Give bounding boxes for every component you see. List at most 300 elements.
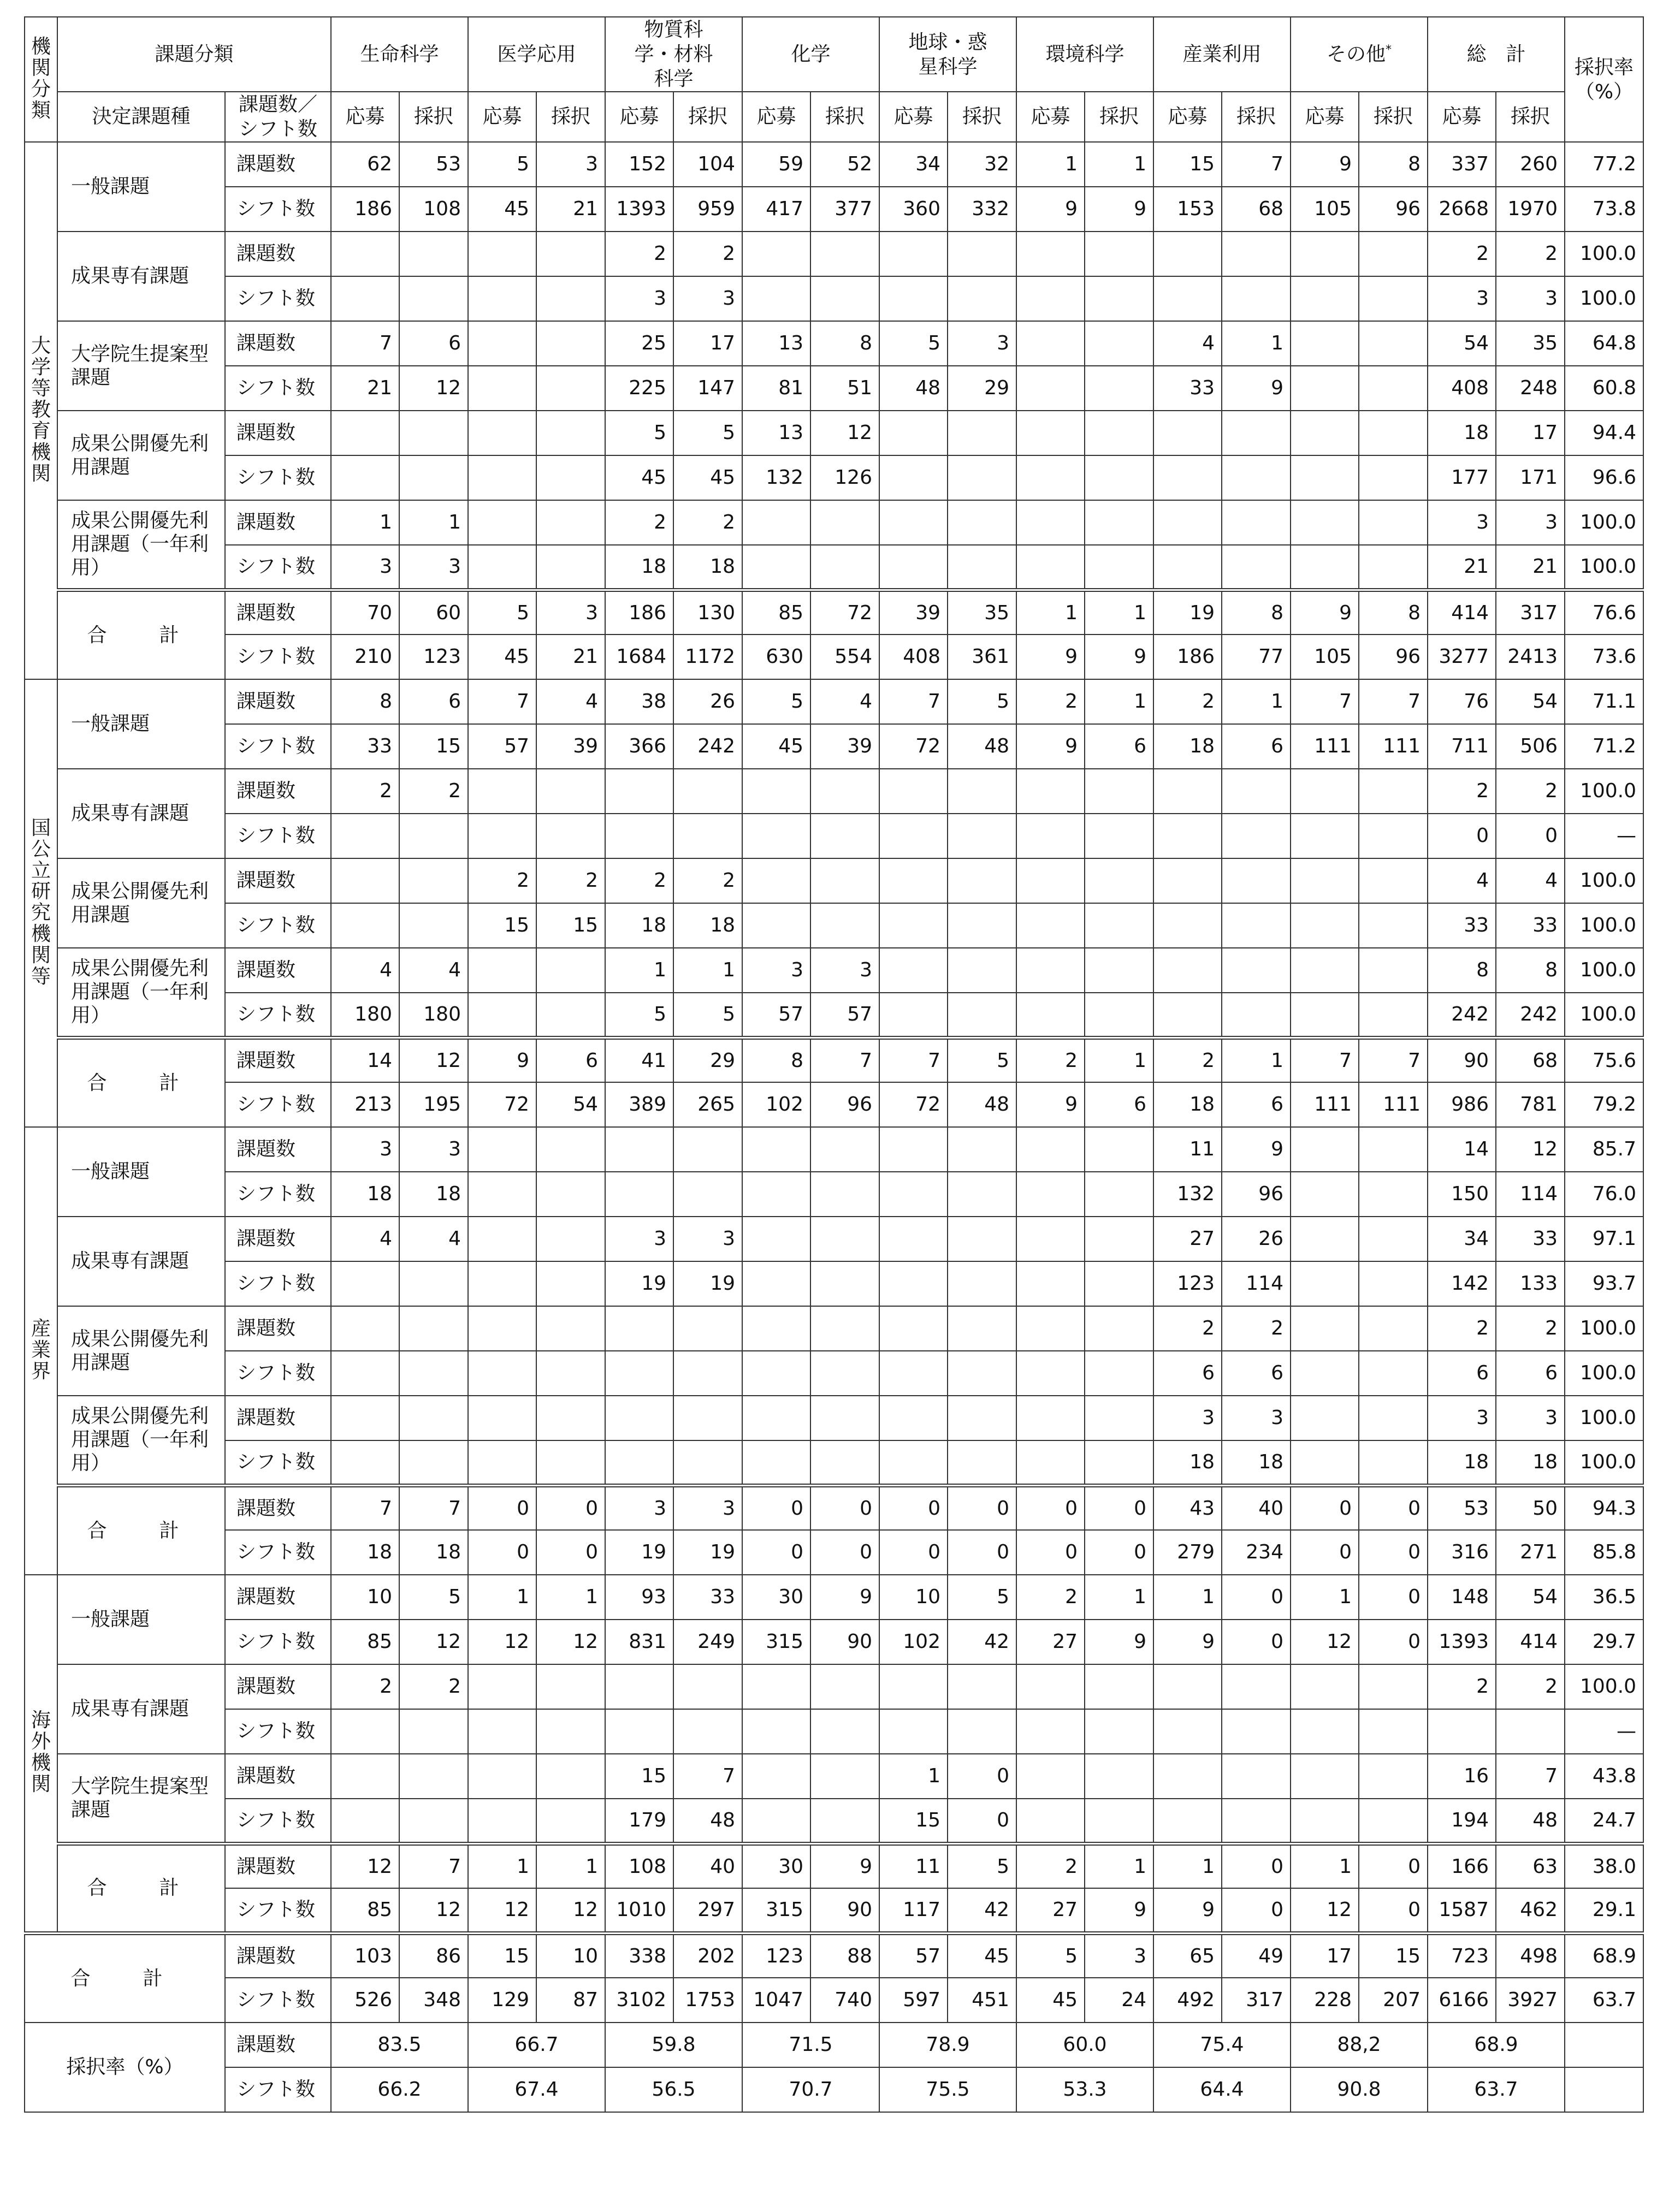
value-cell: 1: [1085, 1575, 1153, 1620]
shift-label: シフト数: [225, 366, 331, 411]
value-cell: 3: [605, 1217, 673, 1261]
value-cell: 25: [605, 321, 673, 366]
value-cell: 30: [742, 1575, 810, 1620]
table-row: [25, 545, 1643, 590]
value-cell: 414: [1428, 590, 1496, 634]
value-cell: 3: [605, 1485, 673, 1530]
grand-total-row: [25, 1933, 1643, 1978]
adopt-header: 採択: [1359, 92, 1428, 142]
value-cell: [879, 1709, 948, 1754]
value-cell: 57: [879, 1933, 948, 1978]
value-cell: 7: [1359, 1037, 1428, 1082]
count-shift-header: 課題数／シフト数: [225, 92, 331, 142]
value-cell: [468, 993, 536, 1037]
value-cell: [468, 1709, 536, 1754]
value-cell: 3: [1222, 1396, 1291, 1440]
table-row: [25, 1620, 1643, 1664]
table-row: [25, 1396, 1643, 1440]
value-cell: 147: [673, 366, 742, 411]
value-cell: [1359, 1217, 1428, 1261]
value-cell: 8: [1428, 948, 1496, 993]
value-cell: 18: [331, 1172, 399, 1217]
value-cell: [742, 1351, 810, 1396]
value-cell: 17: [1291, 1933, 1359, 1978]
value-cell: 35: [1496, 321, 1565, 366]
table-row: [25, 1575, 1643, 1620]
value-cell: 0: [1359, 1620, 1428, 1664]
rate-cell: 76.0: [1565, 1172, 1643, 1217]
value-cell: 361: [948, 634, 1016, 679]
rate-value: 67.4: [468, 2067, 605, 2112]
count-label: 課題数: [225, 1127, 331, 1172]
value-cell: [1291, 500, 1359, 545]
value-cell: [1153, 814, 1222, 858]
value-cell: [605, 769, 673, 814]
value-cell: [1222, 858, 1291, 903]
shift-label: シフト数: [225, 1172, 331, 1217]
value-cell: 4: [331, 948, 399, 993]
value-cell: [879, 276, 948, 321]
value-cell: 7: [399, 1843, 468, 1888]
value-cell: 207: [1359, 1978, 1428, 2023]
adoption-statistics-sheet: [24, 16, 1644, 2113]
value-cell: [1153, 276, 1222, 321]
value-cell: 1: [1085, 679, 1153, 724]
value-cell: [879, 500, 948, 545]
value-cell: 317: [1496, 590, 1565, 634]
value-cell: 180: [399, 993, 468, 1037]
grand-total-row: [25, 1978, 1643, 2023]
value-cell: [1359, 545, 1428, 590]
value-cell: [1085, 1217, 1153, 1261]
value-cell: 105: [1291, 634, 1359, 679]
value-cell: 3: [399, 1127, 468, 1172]
value-cell: 0: [742, 1485, 810, 1530]
value-cell: 9: [1016, 724, 1085, 769]
value-cell: [1291, 232, 1359, 276]
value-cell: [879, 1440, 948, 1485]
value-cell: 53: [1428, 1485, 1496, 1530]
value-cell: 1: [1222, 679, 1291, 724]
value-cell: 7: [331, 321, 399, 366]
value-cell: 3: [673, 1217, 742, 1261]
value-cell: [468, 1217, 536, 1261]
count-label: 課題数: [225, 1754, 331, 1799]
rate-value: 71.5: [742, 2023, 879, 2067]
value-cell: [399, 1799, 468, 1843]
value-cell: 129: [468, 1978, 536, 2023]
value-cell: [1085, 545, 1153, 590]
value-cell: 171: [1496, 455, 1565, 500]
value-cell: [1222, 1799, 1291, 1843]
value-cell: 986: [1428, 1082, 1496, 1127]
value-cell: 0: [948, 1485, 1016, 1530]
value-cell: 3: [1428, 500, 1496, 545]
value-cell: 88: [810, 1933, 879, 1978]
value-cell: [673, 1306, 742, 1351]
value-cell: [948, 1709, 1016, 1754]
value-cell: 5: [742, 679, 810, 724]
value-cell: 70: [331, 590, 399, 634]
value-cell: 21: [536, 187, 605, 232]
value-cell: [1085, 769, 1153, 814]
value-cell: [331, 455, 399, 500]
value-cell: 5: [399, 1575, 468, 1620]
value-cell: [1359, 1754, 1428, 1799]
value-cell: 48: [948, 1082, 1016, 1127]
value-cell: [1085, 1261, 1153, 1306]
value-cell: 12: [468, 1620, 536, 1664]
value-cell: 242: [1496, 993, 1565, 1037]
value-cell: [1222, 948, 1291, 993]
value-cell: 33: [331, 724, 399, 769]
group-total-row: [25, 1037, 1643, 1082]
value-cell: 21: [331, 366, 399, 411]
rate-cell: 29.1: [1565, 1888, 1643, 1933]
value-cell: 93: [605, 1575, 673, 1620]
value-cell: [1016, 1440, 1085, 1485]
count-label: 課題数: [225, 1306, 331, 1351]
rate-cell: 24.7: [1565, 1799, 1643, 1843]
value-cell: 7: [1359, 679, 1428, 724]
rate-value: 70.7: [742, 2067, 879, 2112]
value-cell: 1: [536, 1575, 605, 1620]
value-cell: 62: [331, 142, 399, 187]
value-cell: [1496, 1709, 1565, 1754]
value-cell: 2: [1153, 1037, 1222, 1082]
value-cell: 108: [605, 1843, 673, 1888]
rate-cell: 100.0: [1565, 545, 1643, 590]
adopt-header: 採択: [536, 92, 605, 142]
value-cell: 3: [1085, 1933, 1153, 1978]
value-cell: [536, 1261, 605, 1306]
value-cell: 3927: [1496, 1978, 1565, 2023]
value-cell: 2: [1496, 232, 1565, 276]
shift-label: シフト数: [225, 1888, 331, 1933]
rate-value: 53.3: [1016, 2067, 1153, 2112]
value-cell: 2: [1428, 232, 1496, 276]
value-cell: [605, 1440, 673, 1485]
value-cell: 5: [948, 1843, 1016, 1888]
value-cell: 7: [673, 1754, 742, 1799]
value-cell: 0: [948, 1799, 1016, 1843]
value-cell: [810, 500, 879, 545]
value-cell: [1016, 1217, 1085, 1261]
category-header-label: 産業利用: [1182, 43, 1262, 66]
value-cell: 7: [810, 1037, 879, 1082]
adopt-header: 採択: [810, 92, 879, 142]
value-cell: 3: [399, 545, 468, 590]
value-cell: [536, 321, 605, 366]
value-cell: [536, 1396, 605, 1440]
value-cell: 6: [399, 679, 468, 724]
value-cell: 260: [1496, 142, 1565, 187]
value-cell: [331, 858, 399, 903]
value-cell: [948, 1172, 1016, 1217]
shift-label: シフト数: [225, 455, 331, 500]
value-cell: [879, 814, 948, 858]
value-cell: 0: [1359, 1530, 1428, 1575]
rate-cell: 100.0: [1565, 769, 1643, 814]
value-cell: [1153, 411, 1222, 455]
value-cell: 72: [879, 724, 948, 769]
rate-value: 78.9: [879, 2023, 1016, 2067]
rate-cell: 75.6: [1565, 1037, 1643, 1082]
value-cell: 19: [1153, 590, 1222, 634]
task-type-label: 一般課題: [57, 142, 225, 232]
value-cell: 21: [1428, 545, 1496, 590]
value-cell: [468, 500, 536, 545]
value-cell: 19: [605, 1261, 673, 1306]
value-cell: [742, 276, 810, 321]
value-cell: [1153, 858, 1222, 903]
value-cell: 8: [1359, 590, 1428, 634]
value-cell: 4: [1496, 858, 1565, 903]
value-cell: 40: [1222, 1485, 1291, 1530]
value-cell: 18: [331, 1530, 399, 1575]
rate-value: 66.7: [468, 2023, 605, 2067]
rate-cell: 77.2: [1565, 142, 1643, 187]
value-cell: [1085, 948, 1153, 993]
value-cell: [1016, 858, 1085, 903]
value-cell: [742, 545, 810, 590]
rate-cell: 29.7: [1565, 1620, 1643, 1664]
value-cell: 12: [1291, 1888, 1359, 1933]
value-cell: 8: [1222, 590, 1291, 634]
value-cell: [742, 1754, 810, 1799]
value-cell: 2: [1016, 1575, 1085, 1620]
shift-label: シフト数: [225, 1082, 331, 1127]
value-cell: 5: [468, 590, 536, 634]
value-cell: [948, 276, 1016, 321]
value-cell: 597: [879, 1978, 948, 2023]
value-cell: 123: [1153, 1261, 1222, 1306]
value-cell: [1291, 1351, 1359, 1396]
value-cell: [605, 1396, 673, 1440]
value-cell: 2413: [1496, 634, 1565, 679]
value-cell: 12: [810, 411, 879, 455]
table-row: [25, 411, 1643, 455]
value-cell: [1359, 1127, 1428, 1172]
value-cell: 54: [536, 1082, 605, 1127]
value-cell: 4: [1153, 321, 1222, 366]
value-cell: 21: [536, 634, 605, 679]
value-cell: 45: [673, 455, 742, 500]
value-cell: 111: [1359, 724, 1428, 769]
value-cell: 210: [331, 634, 399, 679]
value-cell: [948, 455, 1016, 500]
count-label: 課題数: [225, 1575, 331, 1620]
value-cell: [1222, 1709, 1291, 1754]
value-cell: [1222, 232, 1291, 276]
value-cell: [1016, 1396, 1085, 1440]
value-cell: [1016, 232, 1085, 276]
value-cell: 1684: [605, 634, 673, 679]
value-cell: [1085, 1127, 1153, 1172]
group-total-label: 合 計: [57, 590, 225, 679]
value-cell: [948, 903, 1016, 948]
value-cell: [1291, 276, 1359, 321]
value-cell: 9: [1291, 142, 1359, 187]
value-cell: 959: [673, 187, 742, 232]
value-cell: 0: [468, 1530, 536, 1575]
table-row: [25, 993, 1643, 1037]
value-cell: 72: [468, 1082, 536, 1127]
rate-cell: 100.0: [1565, 948, 1643, 993]
value-cell: 153: [1153, 187, 1222, 232]
value-cell: [879, 858, 948, 903]
value-cell: 10: [879, 1575, 948, 1620]
value-cell: 2: [468, 858, 536, 903]
value-cell: [810, 232, 879, 276]
value-cell: 7: [1496, 1754, 1565, 1799]
rate-cell: 38.0: [1565, 1843, 1643, 1888]
value-cell: [1085, 455, 1153, 500]
value-cell: [331, 814, 399, 858]
category-header-label: 生命科学: [360, 43, 439, 66]
group-total-row: [25, 1485, 1643, 1530]
org-group-label: [25, 679, 57, 1127]
value-cell: [536, 545, 605, 590]
shift-label: シフト数: [225, 903, 331, 948]
value-cell: 2: [331, 1664, 399, 1709]
header-row: [25, 17, 1643, 92]
value-cell: 2: [1016, 1843, 1085, 1888]
rate-cell: 60.8: [1565, 366, 1643, 411]
value-cell: 228: [1291, 1978, 1359, 2023]
table-row: [25, 142, 1643, 187]
empty-cell: [1565, 2023, 1643, 2067]
value-cell: [399, 276, 468, 321]
value-cell: [536, 1217, 605, 1261]
value-cell: [810, 1799, 879, 1843]
value-cell: [1153, 545, 1222, 590]
value-cell: 123: [399, 634, 468, 679]
value-cell: 57: [742, 993, 810, 1037]
table-row: [25, 232, 1643, 276]
value-cell: 554: [810, 634, 879, 679]
value-cell: [948, 411, 1016, 455]
adopt-header: 採択: [1496, 92, 1565, 142]
value-cell: 2: [536, 858, 605, 903]
value-cell: [1085, 366, 1153, 411]
value-cell: [1359, 500, 1428, 545]
value-cell: [948, 814, 1016, 858]
value-cell: 12: [399, 366, 468, 411]
category-header: [331, 17, 468, 92]
value-cell: 18: [1153, 724, 1222, 769]
value-cell: [742, 1799, 810, 1843]
value-cell: 32: [948, 142, 1016, 187]
value-cell: 2: [1153, 679, 1222, 724]
value-cell: [1153, 1664, 1222, 1709]
value-cell: [1085, 411, 1153, 455]
value-cell: 16: [1428, 1754, 1496, 1799]
rate-cell: 63.7: [1565, 1978, 1643, 2023]
value-cell: 33: [1428, 903, 1496, 948]
table-row: [25, 455, 1643, 500]
shift-label: シフト数: [225, 1799, 331, 1843]
shift-label: シフト数: [225, 2067, 331, 2112]
value-cell: 9: [1085, 187, 1153, 232]
value-cell: 12: [1291, 1620, 1359, 1664]
value-cell: 81: [742, 366, 810, 411]
value-cell: 8: [810, 321, 879, 366]
value-cell: 186: [331, 187, 399, 232]
value-cell: [1153, 455, 1222, 500]
value-cell: [673, 814, 742, 858]
value-cell: 42: [948, 1620, 1016, 1664]
category-header-label: 総 計: [1466, 43, 1526, 66]
value-cell: [536, 276, 605, 321]
value-cell: 9: [810, 1843, 879, 1888]
value-cell: [1359, 1261, 1428, 1306]
value-cell: [742, 903, 810, 948]
value-cell: [1016, 366, 1085, 411]
value-cell: [605, 1172, 673, 1217]
value-cell: 19: [673, 1261, 742, 1306]
value-cell: 33: [1496, 903, 1565, 948]
value-cell: 5: [948, 679, 1016, 724]
table-row: [25, 321, 1643, 366]
value-cell: [1359, 455, 1428, 500]
value-cell: [1291, 455, 1359, 500]
shift-label: シフト数: [225, 187, 331, 232]
value-cell: 68: [1496, 1037, 1565, 1082]
value-cell: 15: [1359, 1933, 1428, 1978]
rate-cell: —: [1565, 814, 1643, 858]
task-type-label: 成果専有課題: [57, 1217, 225, 1306]
value-cell: 34: [879, 142, 948, 187]
value-cell: 17: [673, 321, 742, 366]
value-cell: 8: [742, 1037, 810, 1082]
value-cell: 54: [1496, 1575, 1565, 1620]
value-cell: [1359, 276, 1428, 321]
shift-label: シフト数: [225, 1530, 331, 1575]
value-cell: [1291, 1172, 1359, 1217]
count-label: 課題数: [225, 769, 331, 814]
value-cell: 9: [1222, 1127, 1291, 1172]
group-total-row: [25, 590, 1643, 634]
value-cell: 150: [1428, 1172, 1496, 1217]
value-cell: [742, 858, 810, 903]
value-cell: [468, 1396, 536, 1440]
value-cell: [1085, 500, 1153, 545]
value-cell: 348: [399, 1978, 468, 2023]
value-cell: 15: [399, 724, 468, 769]
value-cell: 2: [1428, 1306, 1496, 1351]
value-cell: 18: [1222, 1440, 1291, 1485]
rate-cell: 100.0: [1565, 903, 1643, 948]
value-cell: [399, 1396, 468, 1440]
value-cell: [1428, 1709, 1496, 1754]
value-cell: 1: [1153, 1843, 1222, 1888]
value-cell: 3: [742, 948, 810, 993]
value-cell: 0: [1359, 1575, 1428, 1620]
group-total-label: 合 計: [57, 1485, 225, 1575]
value-cell: [1016, 545, 1085, 590]
value-cell: 39: [810, 724, 879, 769]
value-cell: 225: [605, 366, 673, 411]
value-cell: 3277: [1428, 634, 1496, 679]
value-cell: [810, 1351, 879, 1396]
value-cell: [948, 858, 1016, 903]
value-cell: 132: [1153, 1172, 1222, 1217]
value-cell: 33: [1153, 366, 1222, 411]
value-cell: [399, 455, 468, 500]
value-cell: 2: [1428, 1664, 1496, 1709]
value-cell: [742, 1306, 810, 1351]
